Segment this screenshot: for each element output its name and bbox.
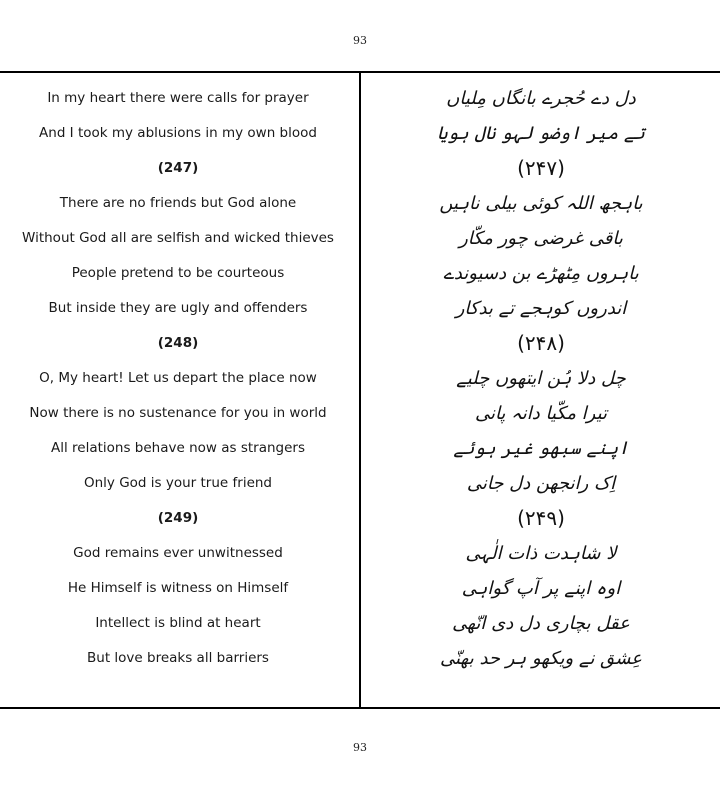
english-verse-line: He Himself is witness on Himself <box>67 580 289 596</box>
english-verse-line: There are no friends but God alone <box>59 195 297 211</box>
urdu-verse-column <box>362 81 720 676</box>
urdu-verse-line: لا شاہدت ذات الٰہی <box>465 543 617 564</box>
urdu-verse-line: دل دے حُجرے بانگاں مِلیاں <box>446 88 636 109</box>
urdu-verse-line: اوہ اپنے پر آپ گواہی <box>461 578 621 599</box>
english-verse-line: All relations behave now as strangers <box>51 440 305 456</box>
english-verse-line: God remains ever unwitnessed <box>73 545 283 561</box>
urdu-verse-line: اِک رانجھن دل جانی <box>466 473 616 494</box>
urdu-verse-line: باقی غرضی چور مکّار <box>459 228 623 249</box>
verse-table <box>0 71 720 709</box>
column-divider <box>359 73 361 707</box>
urdu-verse-line: عِشق نے ویکھو ہر حد بھنّی <box>439 648 642 669</box>
english-translation-column <box>0 81 356 676</box>
english-verse-number: (249) <box>157 510 199 526</box>
english-verse-number: (247) <box>157 160 199 176</box>
urdu-verse-line: باہروں مِٹھڑے بن دسیوندے <box>443 263 639 284</box>
english-verse-number: (248) <box>157 335 199 351</box>
urdu-verse-line: چل دلا ہُن ایتھوں چلیے <box>456 368 626 389</box>
english-verse-line: Intellect is blind at heart <box>95 615 261 631</box>
page-number-top: 93 <box>353 34 367 47</box>
english-verse-line: Now there is no sustenance for you in world <box>29 405 327 421</box>
english-verse-line: But inside they are ugly and offenders <box>48 300 308 316</box>
english-verse-line: Without God all are selfish and wicked thieves <box>22 230 334 246</box>
urdu-verse-number: (۲۴۹) <box>517 506 565 530</box>
urdu-verse-line: اندروں کوہجے تے بدکار <box>455 298 627 319</box>
urdu-verse-line: اپنے سبھو غیر ہوئے <box>453 438 629 459</box>
english-verse-line: But love breaks all barriers <box>87 650 269 666</box>
english-verse-line: Only God is your true friend <box>84 475 272 491</box>
urdu-verse-line: عقل بچاری دل دی انّھی <box>452 613 630 634</box>
english-verse-line: People pretend to be courteous <box>71 265 285 281</box>
urdu-verse-line: تے میر اوضو لہو نال ہویا <box>437 123 645 144</box>
english-verse-line: O, My heart! Let us depart the place now <box>39 370 317 386</box>
english-verse-line: In my heart there were calls for prayer <box>47 90 309 106</box>
urdu-verse-line: باہجھ اللہ کوئی بیلی ناہیں <box>439 193 643 214</box>
page-number-bottom: 93 <box>353 741 367 754</box>
urdu-verse-number: (۲۴۷) <box>517 156 565 180</box>
urdu-verse-line: تیرا مکّیا دانہ پانی <box>474 403 608 424</box>
urdu-verse-number: (۲۴۸) <box>517 331 565 355</box>
english-verse-line: And I took my ablusions in my own blood <box>39 125 317 141</box>
